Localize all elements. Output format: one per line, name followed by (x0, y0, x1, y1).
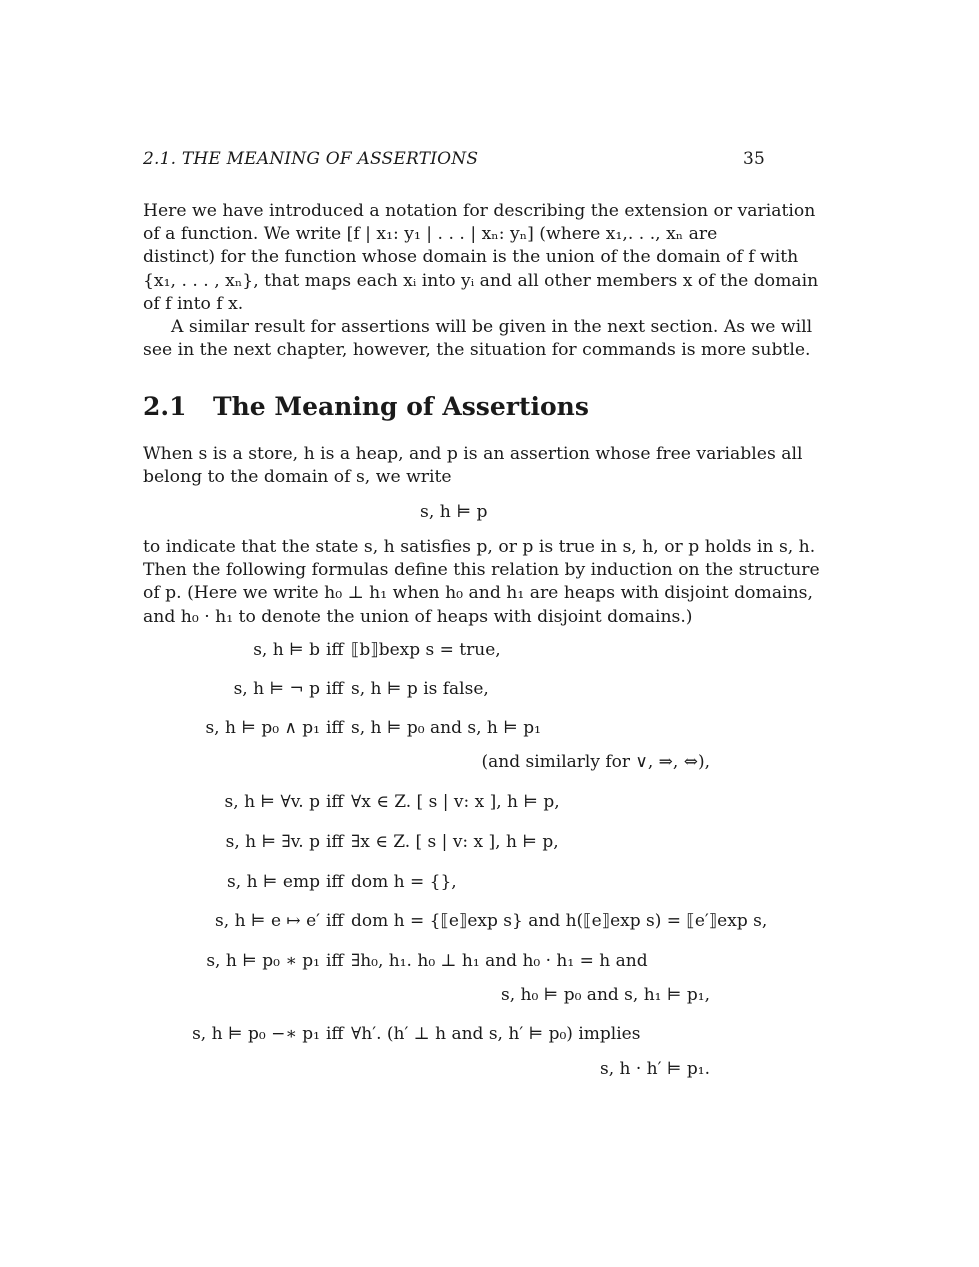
definition-lhs: s, h ⊨ b (253, 640, 320, 660)
definition-continuation: s, h₀ ⊨ p₀ and s, h₁ ⊨ p₁, (500, 985, 710, 1005)
definition-rhs: s, h ⊨ p₀ and s, h ⊨ p₁ (351, 718, 541, 738)
definition-lhs: s, h ⊨ ¬ p (233, 679, 320, 699)
running-title: 2.1. THE MEANING OF ASSERTIONS (143, 149, 479, 169)
iff-keyword: iff (326, 911, 344, 931)
definition-lhs: s, h ⊨ emp (227, 872, 320, 892)
text-line: belong to the domain of s, we write (143, 467, 452, 488)
definition-rhs: dom h = {⟦e⟧exp s} and h(⟦e⟧exp s) = ⟦e′⟧exp s, (351, 911, 768, 931)
iff-keyword: iff (326, 679, 344, 699)
definition-rhs: ∃x ∈ Z. [ s | v: x ], h ⊨ p, (351, 832, 559, 852)
iff-keyword: iff (326, 1024, 344, 1044)
iff-keyword: iff (326, 872, 344, 892)
definition-lhs: s, h ⊨ ∃v. p (225, 832, 320, 852)
text-line-content: A similar result for assertions will be given in the next section. As we will (171, 317, 813, 337)
text-line: see in the next chapter, however, the situation for commands is more subtle. (143, 340, 811, 361)
text-line: of p. (Here we write h₀ ⊥ h₁ when h₀ and h₁ are heaps with disjoint domains, (143, 583, 813, 604)
definition-rhs: ∃h₀, h₁. h₀ ⊥ h₁ and h₀ · h₁ = h and (351, 951, 648, 971)
text-line: of f into f x. (143, 293, 244, 314)
text-line: When s is a store, h is a heap, and p is an assertion whose free variables all (143, 444, 803, 464)
definition-rhs: s, h ⊨ p is false, (351, 679, 489, 699)
section-number: 2.1 (143, 392, 187, 421)
iff-keyword: iff (326, 718, 344, 738)
definition-rhs: ∀h′. (h′ ⊥ h and s, h′ ⊨ p₀) implies (351, 1024, 641, 1044)
iff-keyword: iff (326, 792, 344, 812)
similar-paragraph (143, 316, 813, 362)
definition-lhs: s, h ⊨ p₀ −∗ p₁ (192, 1024, 320, 1044)
definition-rhs: ∀x ∈ Z. [ s | v: x ], h ⊨ p, (351, 792, 560, 812)
iff-keyword: iff (326, 832, 344, 852)
definition-lhs: s, h ⊨ ∀v. p (224, 792, 320, 812)
body-paragraph-2 (143, 536, 820, 629)
text-line: to indicate that the state s, h satisfies p, or p is true in s, h, or p holds in s, h. (143, 537, 816, 557)
definition-lhs: s, h ⊨ p₀ ∧ p₁ (205, 718, 320, 738)
definition-continuation: s, h · h′ ⊨ p₁. (599, 1059, 710, 1079)
iff-keyword: iff (326, 640, 344, 660)
text-line: and h₀ · h₁ to denote the union of heaps with disjoint domains.) (143, 606, 693, 627)
text-line: Here we have introduced a notation for describing the extension or variation (143, 201, 816, 221)
display-formula: s, h ⊨ p (420, 502, 488, 522)
text-line: distinct) for the function whose domain is the union of the domain of f with (143, 247, 799, 268)
body-paragraph-1 (143, 443, 803, 489)
section-title: The Meaning of Assertions (213, 392, 589, 421)
running-header (143, 149, 765, 169)
definition-rhs: dom h = {}, (351, 872, 457, 892)
section-heading (143, 392, 589, 421)
definition-lhs: s, h ⊨ p₀ ∗ p₁ (206, 951, 320, 971)
iff-keyword: iff (326, 951, 344, 971)
text-line: of a function. We write [f | x₁: y₁ | . . . | xₙ: yₙ] (where x₁,. . ., xₙ are (143, 224, 718, 245)
text-line: {x₁, . . . , xₙ}, that maps each xᵢ into yᵢ and all other members x of the domain (143, 270, 819, 291)
definition-rhs: ⟦b⟧bexp s = true, (351, 640, 501, 660)
page-number: 35 (742, 149, 765, 169)
definition-lhs: s, h ⊨ e ↦ e′ (215, 911, 320, 931)
text-line: Then the following formulas define this relation by induction on the structure (143, 560, 820, 581)
intro-paragraph (143, 200, 819, 316)
definition-continuation: (and similarly for ∨, ⇒, ⇔), (481, 752, 710, 772)
text-line (143, 316, 813, 339)
